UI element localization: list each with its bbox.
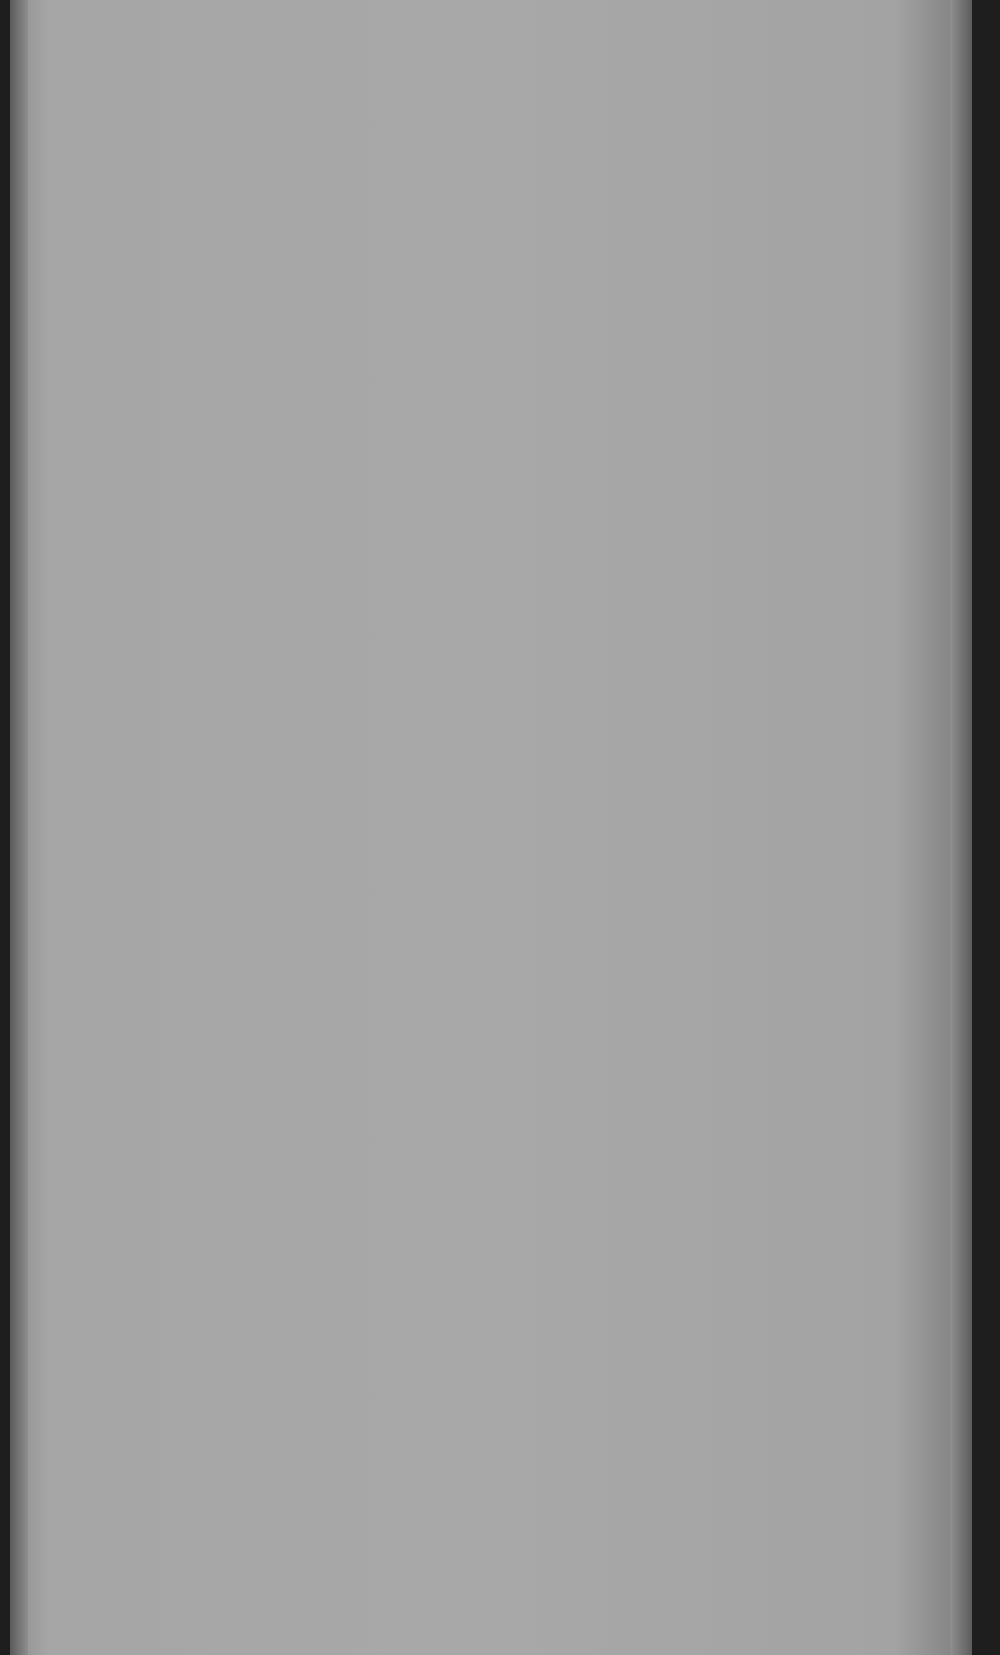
page-gutter	[10, 0, 28, 1655]
right-column	[546, 124, 950, 130]
book-page	[10, 0, 972, 1655]
left-column	[120, 124, 544, 130]
next-page-edge	[950, 0, 972, 1655]
